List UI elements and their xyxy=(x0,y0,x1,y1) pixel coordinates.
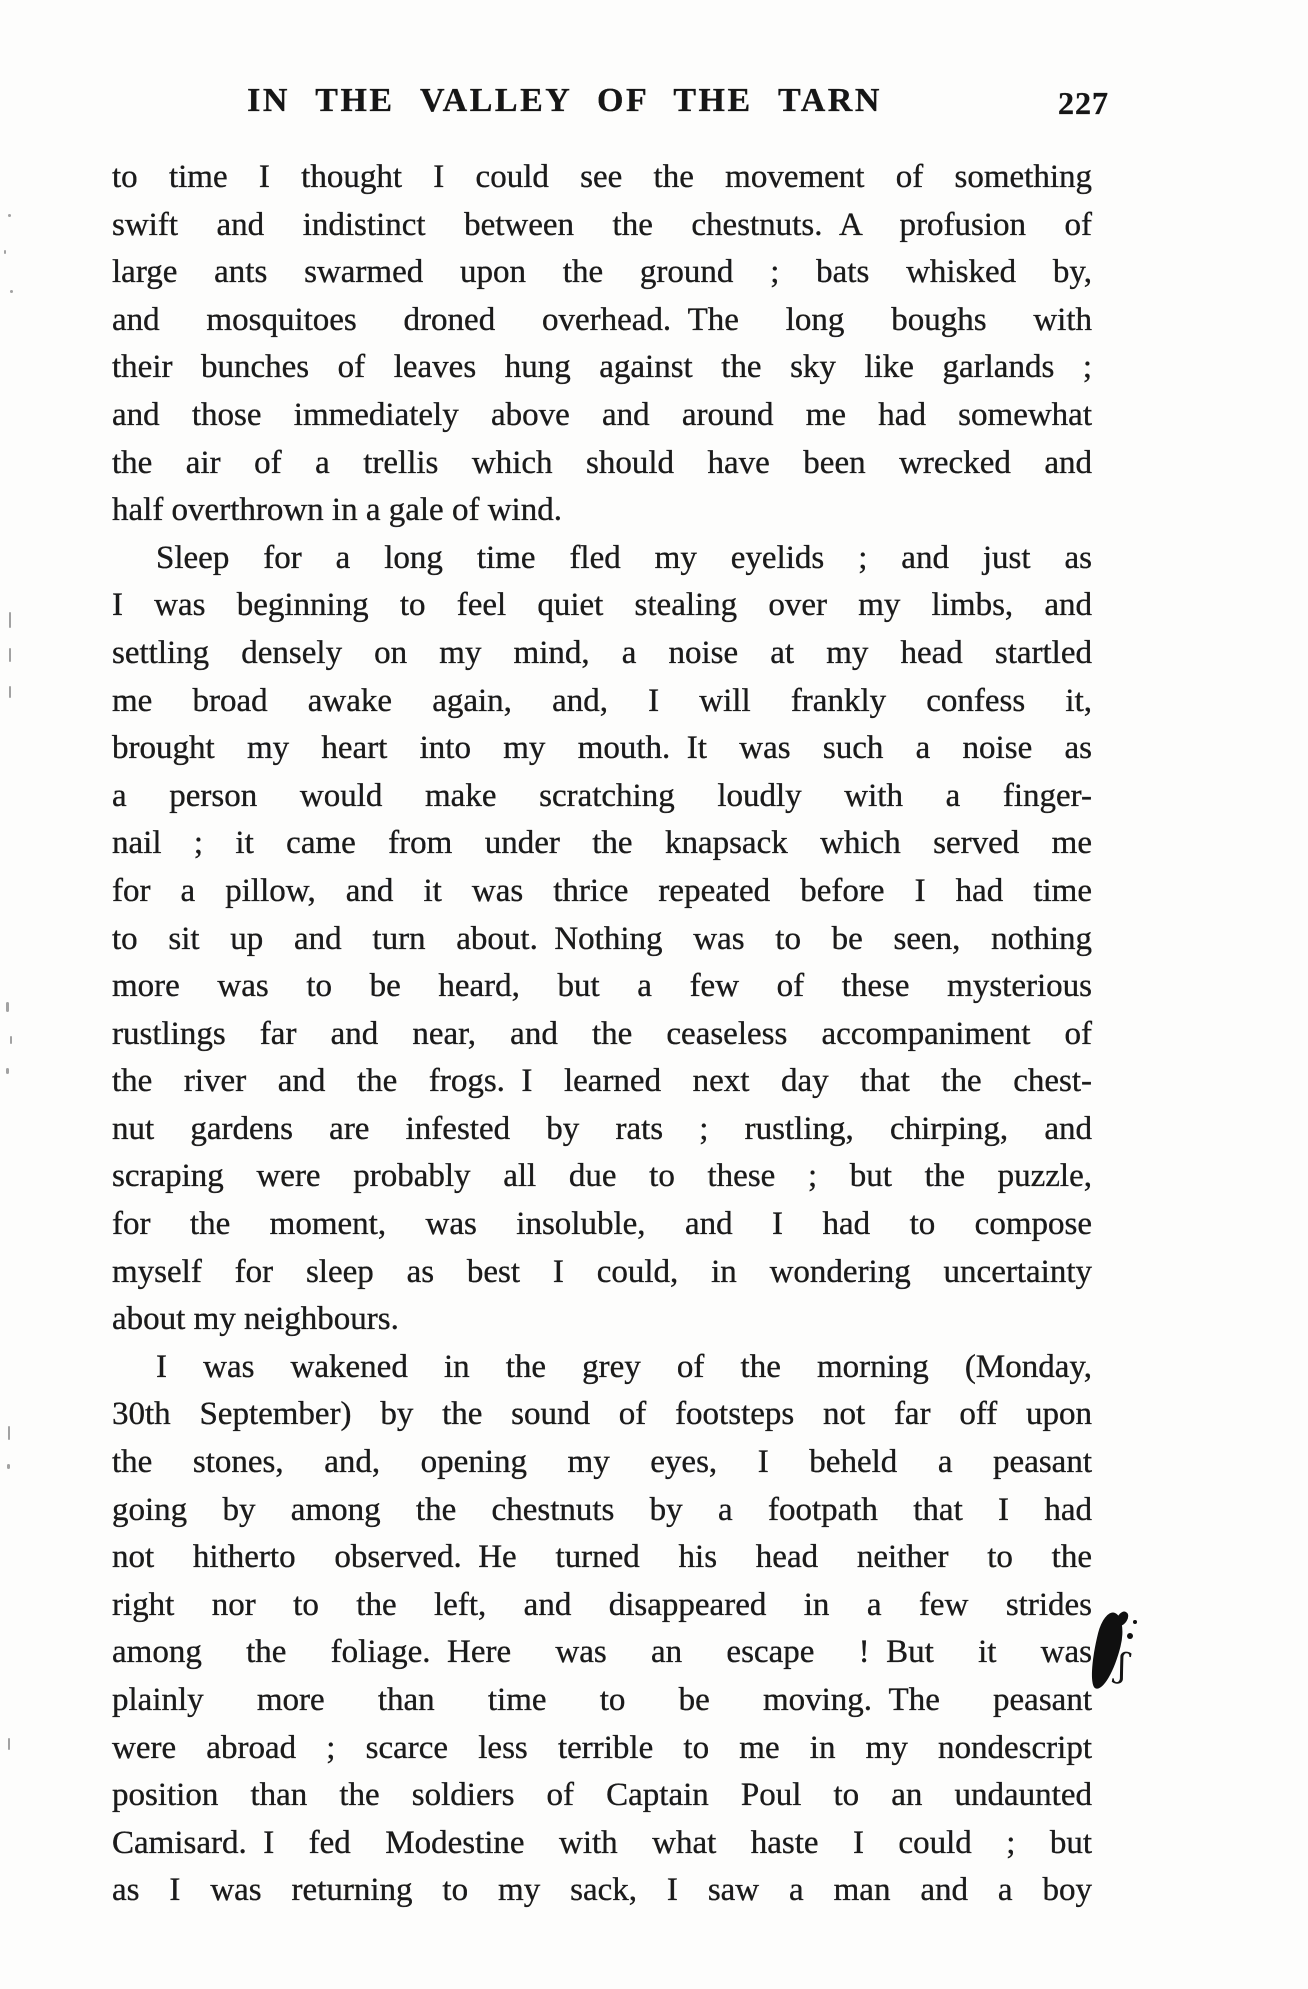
margin-mark-artifact xyxy=(6,1002,9,1012)
body-text xyxy=(112,154,1092,1915)
text-line: for a pillow, and it was thrice repeated before I had time xyxy=(112,872,1092,909)
text-line: and mosquitoes droned overhead. The long boughs with xyxy=(112,301,1092,338)
text-line: I was wakened in the grey of the morning (Monday, xyxy=(156,1348,1092,1385)
text-line: scraping were probably all due to these ; but the puzzle, xyxy=(112,1158,1092,1195)
text-line: 30th September) by the sound of footsteps not far off upon xyxy=(112,1396,1092,1433)
margin-mark-artifact xyxy=(10,1036,12,1044)
margin-mark-artifact xyxy=(9,612,11,628)
text-line: going by among the chestnuts by a footpath that I had xyxy=(112,1491,1092,1528)
text-line: the river and the frogs. I learned next day that the chest- xyxy=(112,1063,1092,1100)
text-line: half overthrown in a gale of wind. xyxy=(112,492,562,529)
text-line: the air of a trellis which should have been wrecked and xyxy=(112,444,1092,481)
margin-mark-artifact xyxy=(9,648,11,662)
running-header xyxy=(112,82,1109,134)
text-line: rustlings far and near, and the ceaseless accompaniment of xyxy=(112,1015,1092,1052)
margin-mark-artifact xyxy=(6,1068,9,1074)
ink-speck-artifact xyxy=(1133,1620,1137,1624)
text-line: myself for sleep as best I could, in wondering uncertainty xyxy=(112,1253,1092,1290)
text-line: and those immediately above and around me had somewhat xyxy=(112,396,1092,433)
ink-blot-tail-mark: ʃ xyxy=(1114,1645,1131,1687)
text-line: about my neighbours. xyxy=(112,1301,399,1338)
ink-speck-artifact xyxy=(1127,1633,1133,1639)
text-line: to time I thought I could see the movement of something xyxy=(112,159,1092,195)
text-line: more was to be heard, but a few of these mysterious xyxy=(112,968,1092,1005)
text-line: Camisard. I fed Modestine with what haste I could ; but xyxy=(112,1824,1092,1861)
page-number: 227 xyxy=(1058,85,1109,121)
margin-mark-artifact xyxy=(9,686,11,698)
text-line: Sleep for a long time fled my eyelids ; and just as xyxy=(156,539,1092,576)
text-line: right nor to the left, and disappeared in a few strides xyxy=(112,1586,1092,1623)
text-line: position than the soldiers of Captain Poul to an undaunted xyxy=(112,1777,1092,1814)
text-line: nail ; it came from under the knapsack which served me xyxy=(112,825,1092,862)
margin-mark-artifact xyxy=(8,1738,10,1750)
text-line: I was beginning to feel quiet stealing over my limbs, and xyxy=(112,587,1092,624)
text-line: brought my heart into my mouth. It was such a noise as xyxy=(112,730,1092,767)
running-header-title: IN THE VALLEY OF THE TARN xyxy=(247,82,882,119)
text-line: nut gardens are infested by rats ; rustling, chirping, and xyxy=(112,1110,1092,1147)
text-line: as I was returning to my sack, I saw a man and a boy xyxy=(112,1872,1092,1909)
text-line: large ants swarmed upon the ground ; bats whisked by, xyxy=(112,254,1092,291)
text-line: a person would make scratching loudly with a finger- xyxy=(112,777,1092,814)
margin-mark-artifact xyxy=(4,250,6,254)
margin-mark-artifact xyxy=(8,214,11,217)
text-line: were abroad ; scarce less terrible to me in my nondescript xyxy=(112,1729,1092,1766)
text-line: not hitherto observed. He turned his head neither to the xyxy=(112,1539,1092,1576)
text-line: for the moment, was insoluble, and I had to compose xyxy=(112,1206,1092,1243)
text-line: me broad awake again, and, I will frankly confess it, xyxy=(112,682,1092,719)
text-line: settling densely on my mind, a noise at my head startled xyxy=(112,634,1092,671)
text-line: to sit up and turn about. Nothing was to be seen, nothing xyxy=(112,920,1092,957)
text-line: plainly more than time to be moving. The peasant xyxy=(112,1682,1092,1718)
margin-mark-artifact xyxy=(10,290,13,293)
margin-mark-artifact xyxy=(7,1464,10,1469)
text-line: among the foliage. Here was an escape ! But it was xyxy=(112,1634,1092,1671)
text-line: the stones, and, opening my eyes, I beheld a peasant xyxy=(112,1444,1092,1481)
text-line: swift and indistinct between the chestnuts. A profusion of xyxy=(112,206,1092,243)
text-line: their bunches of leaves hung against the sky like garlands ; xyxy=(112,349,1092,386)
margin-mark-artifact xyxy=(8,1426,10,1440)
